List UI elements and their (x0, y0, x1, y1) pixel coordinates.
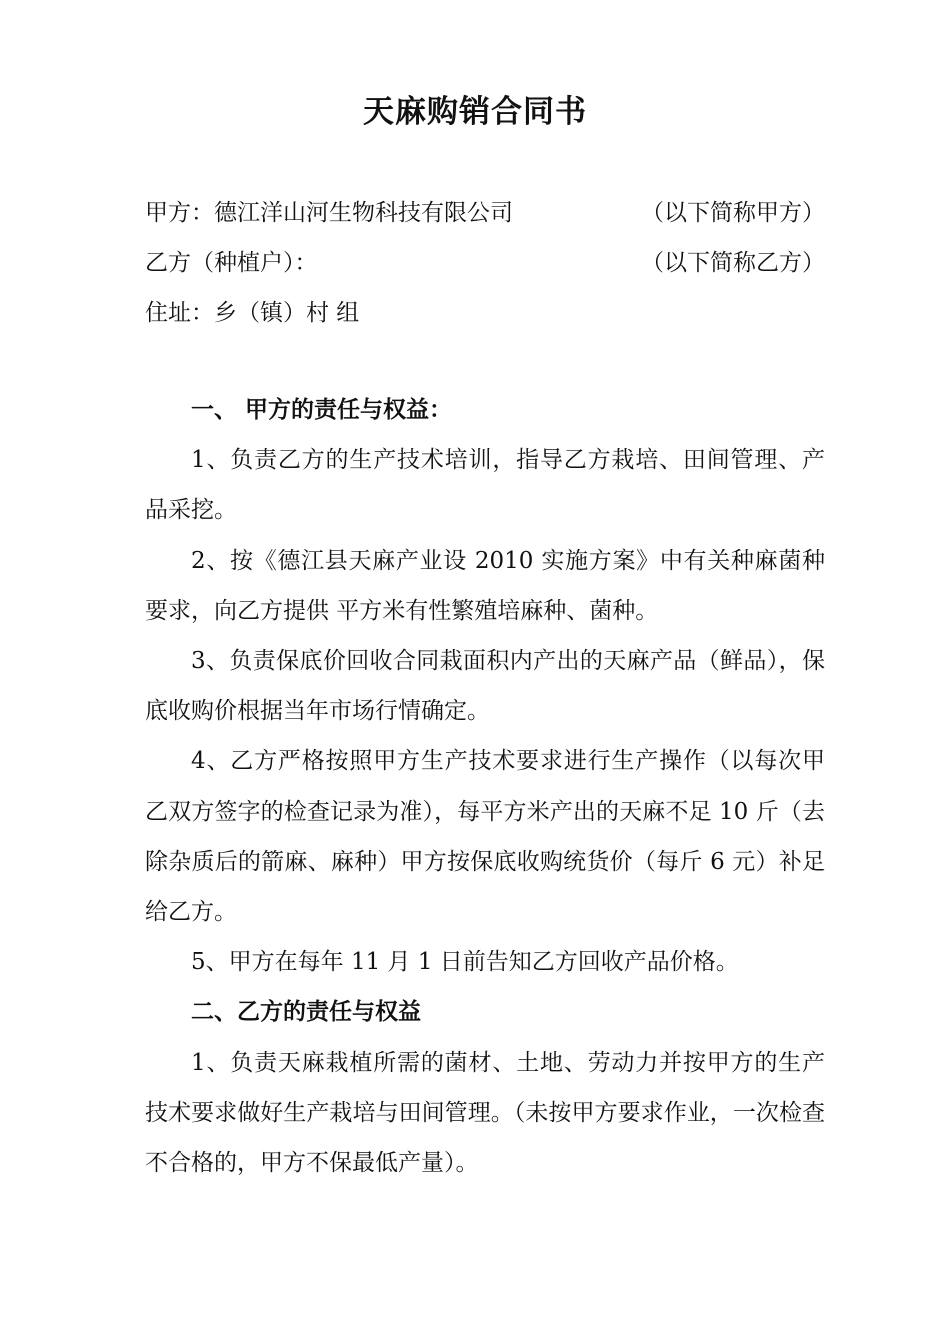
section-1-item-3: 3、负责保底价回收合同栽面积内产出的天麻产品（鲜品），保底收购价根据当年市场行情确定。 (145, 648, 825, 725)
address-line (145, 293, 825, 333)
party-a-text: 甲方：德江洋山河生物科技有限公司 (145, 200, 513, 226)
section-1-item-5: 5、甲方在每年 11 月 1 日前告知乙方回收产品价格。 (191, 949, 739, 976)
party-b-line (145, 243, 825, 283)
section-1-item-4: 4、乙方严格按照甲方生产技术要求进行生产操作（以每次甲乙双方签字的检查记录为准），每平方米产出的天麻不足 10 斤（去除杂质后的箭麻、麻种）甲方按保底收购统货价（每斤 6 元）补足给乙方。 (145, 748, 825, 926)
section-2-heading: 二、乙方的责任与权益 (191, 998, 421, 1026)
party-a-line (145, 193, 825, 233)
address-text: 住址：乡（镇）村 组 (145, 300, 360, 326)
section-2-item-1: 1、负责天麻栽植所需的菌材、土地、劳动力并按甲方的生产技术要求做好生产栽培与田间管理。（未按甲方要求作业，一次检查不合格的，甲方不保最低产量）。 (145, 1049, 825, 1177)
party-a-note: （以下简称甲方） (641, 200, 825, 226)
party-b-text: 乙方（种植户）： (145, 250, 318, 276)
party-b-note: （以下简称乙方） (641, 250, 825, 276)
section-1-item-2: 2、按《德江县天麻产业设 2010 实施方案》中有关种麻菌种要求，向乙方提供 平方米有性繁殖培麻种、菌种。 (145, 547, 825, 624)
contract-body (145, 385, 825, 1188)
section-1-heading: 一、 甲方的责任与权益： (191, 396, 453, 423)
document-title: 天麻购销合同书 (363, 94, 587, 130)
section-1-item-1: 1、负责乙方的生产技术培训，指导乙方栽培、田间管理、产品采挖。 (145, 447, 825, 524)
